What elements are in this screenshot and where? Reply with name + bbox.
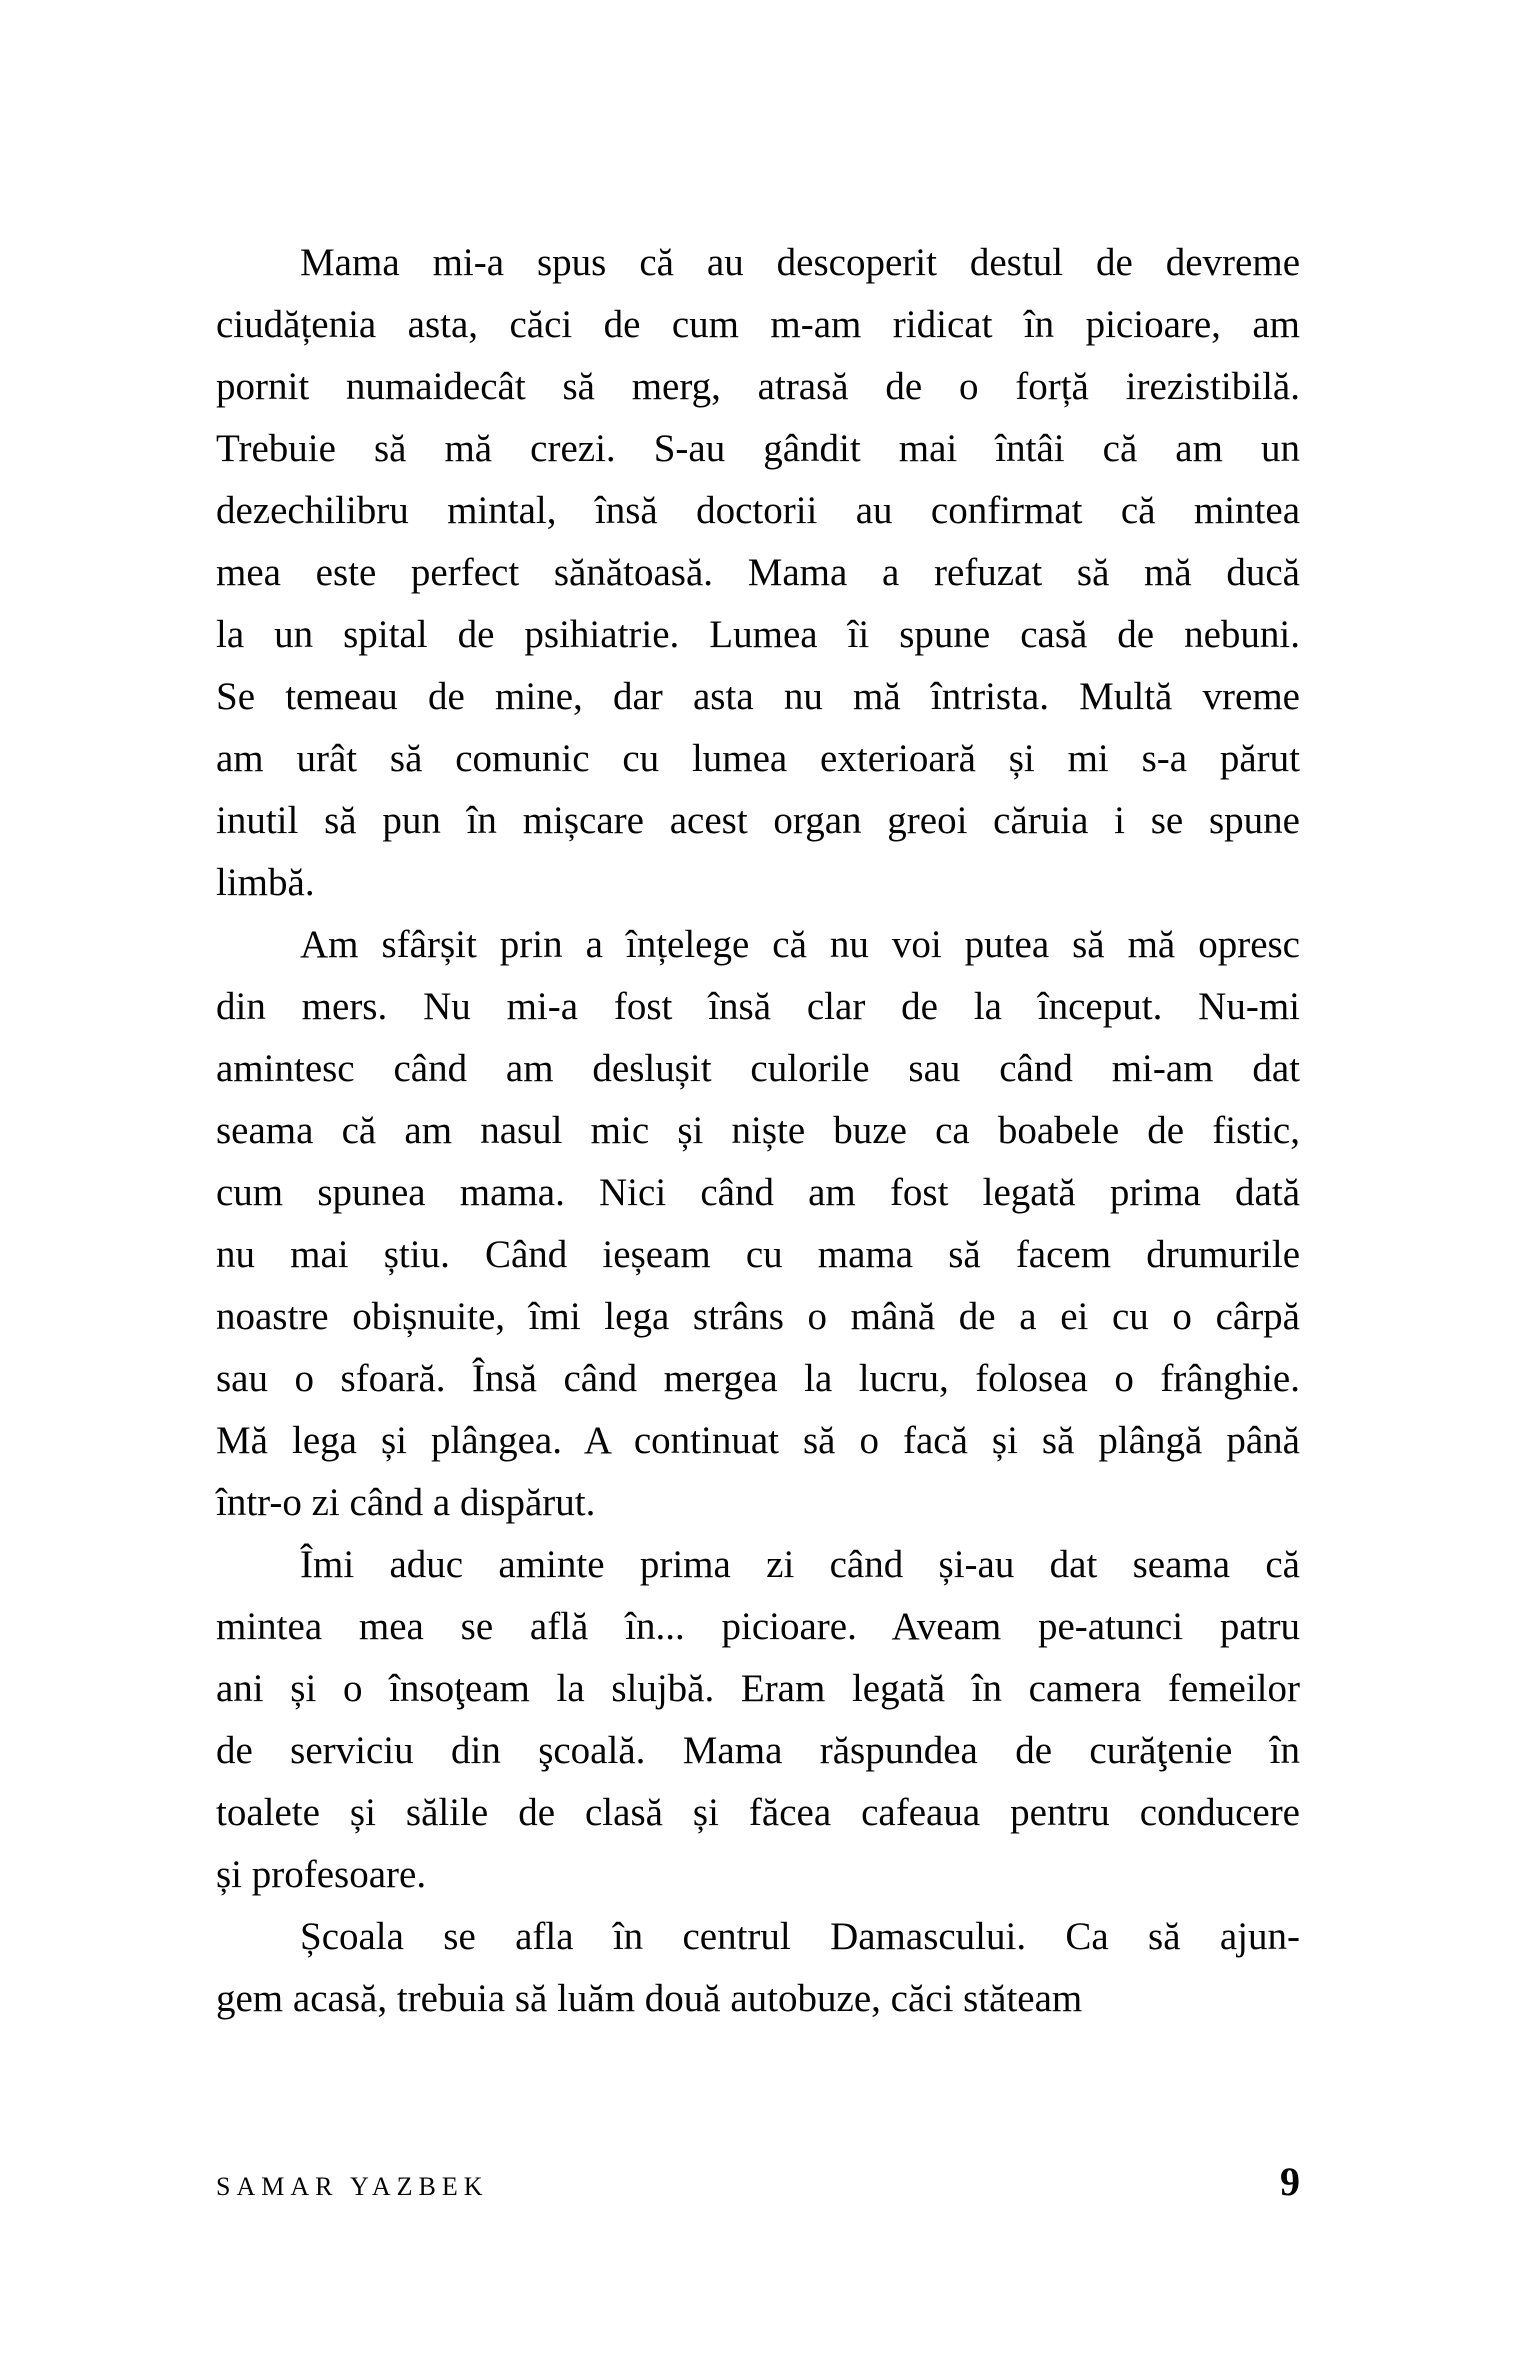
paragraph — [216, 914, 1300, 1534]
paragraph — [216, 1534, 1300, 1906]
text-line: seama că am nasul mic și niște buze ca boabele de fistic, — [216, 1109, 1300, 1152]
text-line: într-o zi când a dispărut. — [216, 1481, 596, 1524]
text-line: toalete și sălile de clasă și făcea cafeaua pentru conducere — [216, 1791, 1300, 1834]
text-line: nu mai știu. Când ieșeam cu mama să facem drumurile — [216, 1233, 1300, 1276]
text-line: și profesoare. — [216, 1853, 427, 1896]
text-line: cum spunea mama. Nici când am fost legată prima dată — [216, 1171, 1300, 1214]
text-line: noastre obișnuite, îmi lega strâns o mână de a ei cu o cârpă — [216, 1295, 1300, 1338]
text-line: ani și o însoţeam la slujbă. Eram legată în camera femeilor — [216, 1667, 1300, 1710]
text-line: mintea mea se află în... picioare. Aveam pe-atunci patru — [216, 1605, 1300, 1648]
text-line: Trebuie să mă crezi. S-au gândit mai întâi că am un — [216, 427, 1300, 470]
text-line: pornit numaidecât să merg, atrasă de o forță irezistibilă. — [216, 365, 1300, 408]
text-line: Îmi aduc aminte prima zi când și-au dat seama că — [300, 1543, 1300, 1586]
page-text — [216, 232, 1300, 2030]
footer — [216, 2158, 1300, 2205]
text-line: limbă. — [216, 861, 315, 904]
text-line: Școala se afla în centrul Damascului. Ca să ajun- — [300, 1915, 1300, 1958]
text-line: de serviciu din şcoală. Mama răspundea de curăţenie în — [216, 1729, 1300, 1772]
text-line: Mă lega și plângea. A continuat să o facă și să plângă până — [216, 1419, 1300, 1462]
text-line: din mers. Nu mi-a fost însă clar de la început. Nu-mi — [216, 985, 1300, 1028]
paragraph — [216, 232, 1300, 914]
page-number: 9 — [1280, 2159, 1300, 2204]
author-running-head: SAMAR YAZBEK — [216, 2172, 489, 2201]
text-line: Am sfârșit prin a înțelege că nu voi putea să mă opresc — [300, 923, 1300, 966]
text-line: dezechilibru mintal, însă doctorii au confirmat că mintea — [216, 489, 1300, 532]
text-line: am urât să comunic cu lumea exterioară și mi s-a părut — [216, 737, 1300, 780]
text-line: la un spital de psihiatrie. Lumea îi spune casă de nebuni. — [216, 613, 1300, 656]
text-line: inutil să pun în mișcare acest organ greoi căruia i se spune — [216, 799, 1300, 842]
text-line: gem acasă, trebuia să luăm două autobuze, căci stăteam — [216, 1977, 1083, 2020]
text-line: mea este perfect sănătoasă. Mama a refuzat să mă ducă — [216, 551, 1300, 594]
text-line: sau o sfoară. Însă când mergea la lucru, folosea o frânghie. — [216, 1357, 1300, 1400]
text-line: ciudățenia asta, căci de cum m-am ridicat în picioare, am — [216, 303, 1300, 346]
text-line: Mama mi-a spus că au descoperit destul de devreme — [300, 241, 1300, 284]
text-line: amintesc când am deslușit culorile sau când mi-am dat — [216, 1047, 1300, 1090]
text-line: Se temeau de mine, dar asta nu mă întrista. Multă vreme — [216, 675, 1300, 718]
paragraph — [216, 1906, 1300, 2030]
